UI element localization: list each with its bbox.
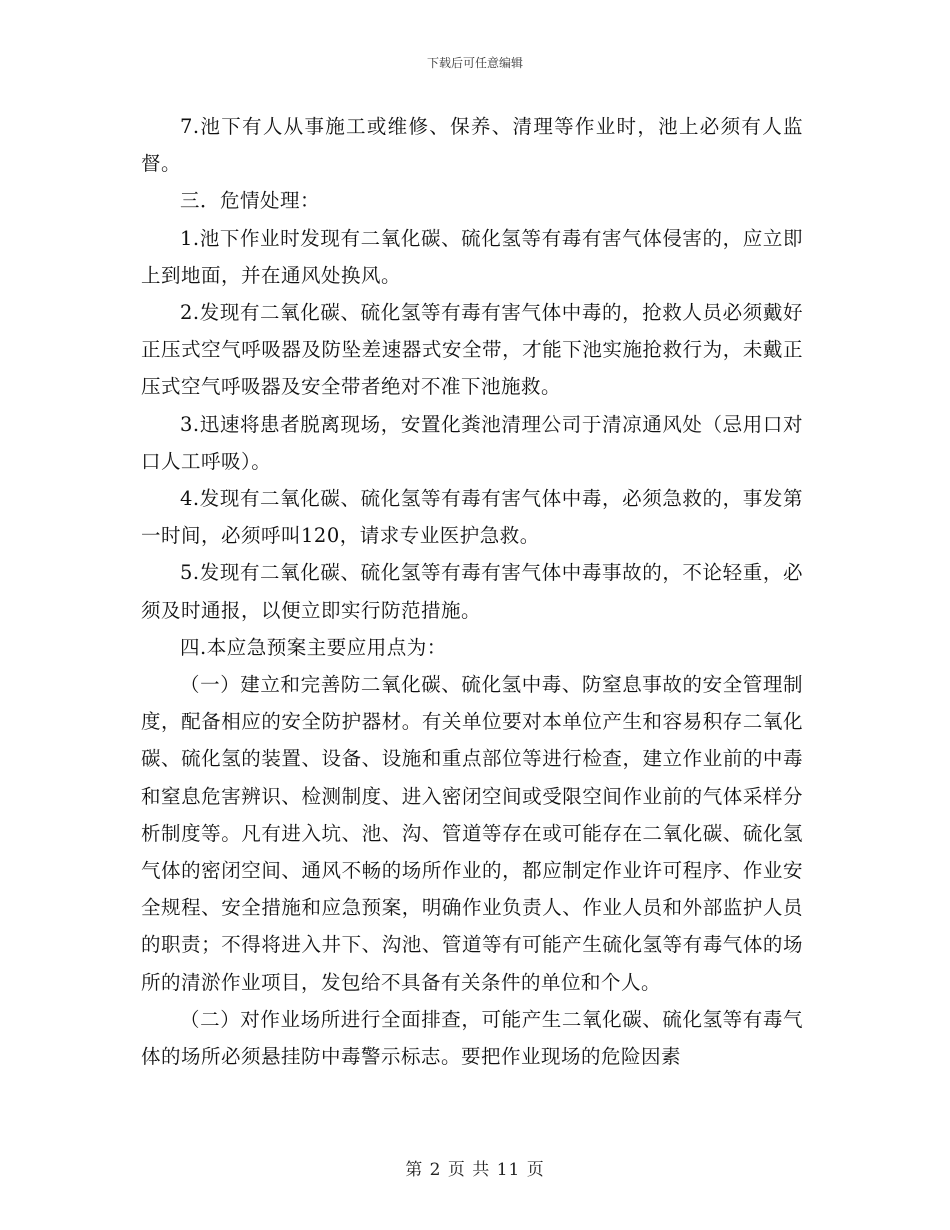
document-body: [141, 108, 803, 1075]
paragraph-danger-3: 3.迅速将患者脱离现场，安置化粪池清理公司于清凉通风处（忌用口对口人工呼吸）。: [141, 412, 803, 473]
footer-suffix: 页: [526, 1160, 545, 1180]
footer-middle: 页 共: [447, 1160, 491, 1180]
section-heading-4: 四.本应急预案主要应用点为：: [180, 635, 447, 659]
page-footer: [0, 1155, 950, 1180]
footer-prefix: 第: [405, 1160, 424, 1180]
paragraph-danger-2: 2.发现有二氧化碳、硫化氢等有毒有害气体中毒的，抢救人员必须戴好正压式空气呼吸器及防坠差速器式安全带，才能下池实施抢救行为，未戴正压式空气呼吸器及安全带者绝对不准下池施救。: [141, 301, 803, 399]
paragraph-point-2: （二）对作业场所进行全面排查，可能产生二氧化碳、硫化氢等有毒气体的场所必须悬挂防中毒警示标志。要把作业现场的危险因素: [141, 1007, 803, 1069]
footer-total-pages: 11: [496, 1160, 521, 1180]
section-heading-3: 三．危情处理：: [180, 189, 321, 213]
paragraph-danger-1: 1.池下作业时发现有二氧化碳、硫化氢等有毒有害气体侵害的，应立即上到地面，并在通风处换风。: [141, 226, 803, 287]
paragraph-danger-5: 5.发现有二氧化碳、硫化氢等有毒有害气体中毒事故的，不论轻重，必须及时通报，以便立即实行防范措施。: [141, 561, 803, 622]
paragraph-danger-4: 4.发现有二氧化碳、硫化氢等有毒有害气体中毒，必须急救的，事发第一时间，必须呼叫120，请求专业医护急救。: [141, 487, 803, 548]
header-note: 下载后可任意编辑: [426, 56, 523, 70]
footer-page-number: 2: [429, 1160, 442, 1180]
paragraph-item-7: 7.池下有人从事施工或维修、保养、清理等作业时，池上必须有人监督。: [141, 115, 803, 176]
paragraph-point-1: （一）建立和完善防二氧化碳、硫化氢中毒、防窒息事故的安全管理制度，配备相应的安全防护器材。有关单位要对本单位产生和容易积存二氧化碳、硫化氢的装置、设备、设施和重点部位等进行检查，建立作业前的中毒和窒息危害辨识、检测制度、进入密闭空间或受限空间作业前的气体采样分析制度等。凡有进入坑、池、沟、管道等存在或可能存在二氧化碳、硫化氢气体的密闭空间、通风不畅的场所作业的，都应制定作业许可程序、作业安全规程、安全措施和应急预案，明确作业负责人、作业人员和外部监护人员的职责；不得将进入井下、沟池、管道等有可能产生硫化氢等有毒气体的场所的清淤作业项目，发包给不具备有关条件的单位和个人。: [141, 673, 803, 994]
